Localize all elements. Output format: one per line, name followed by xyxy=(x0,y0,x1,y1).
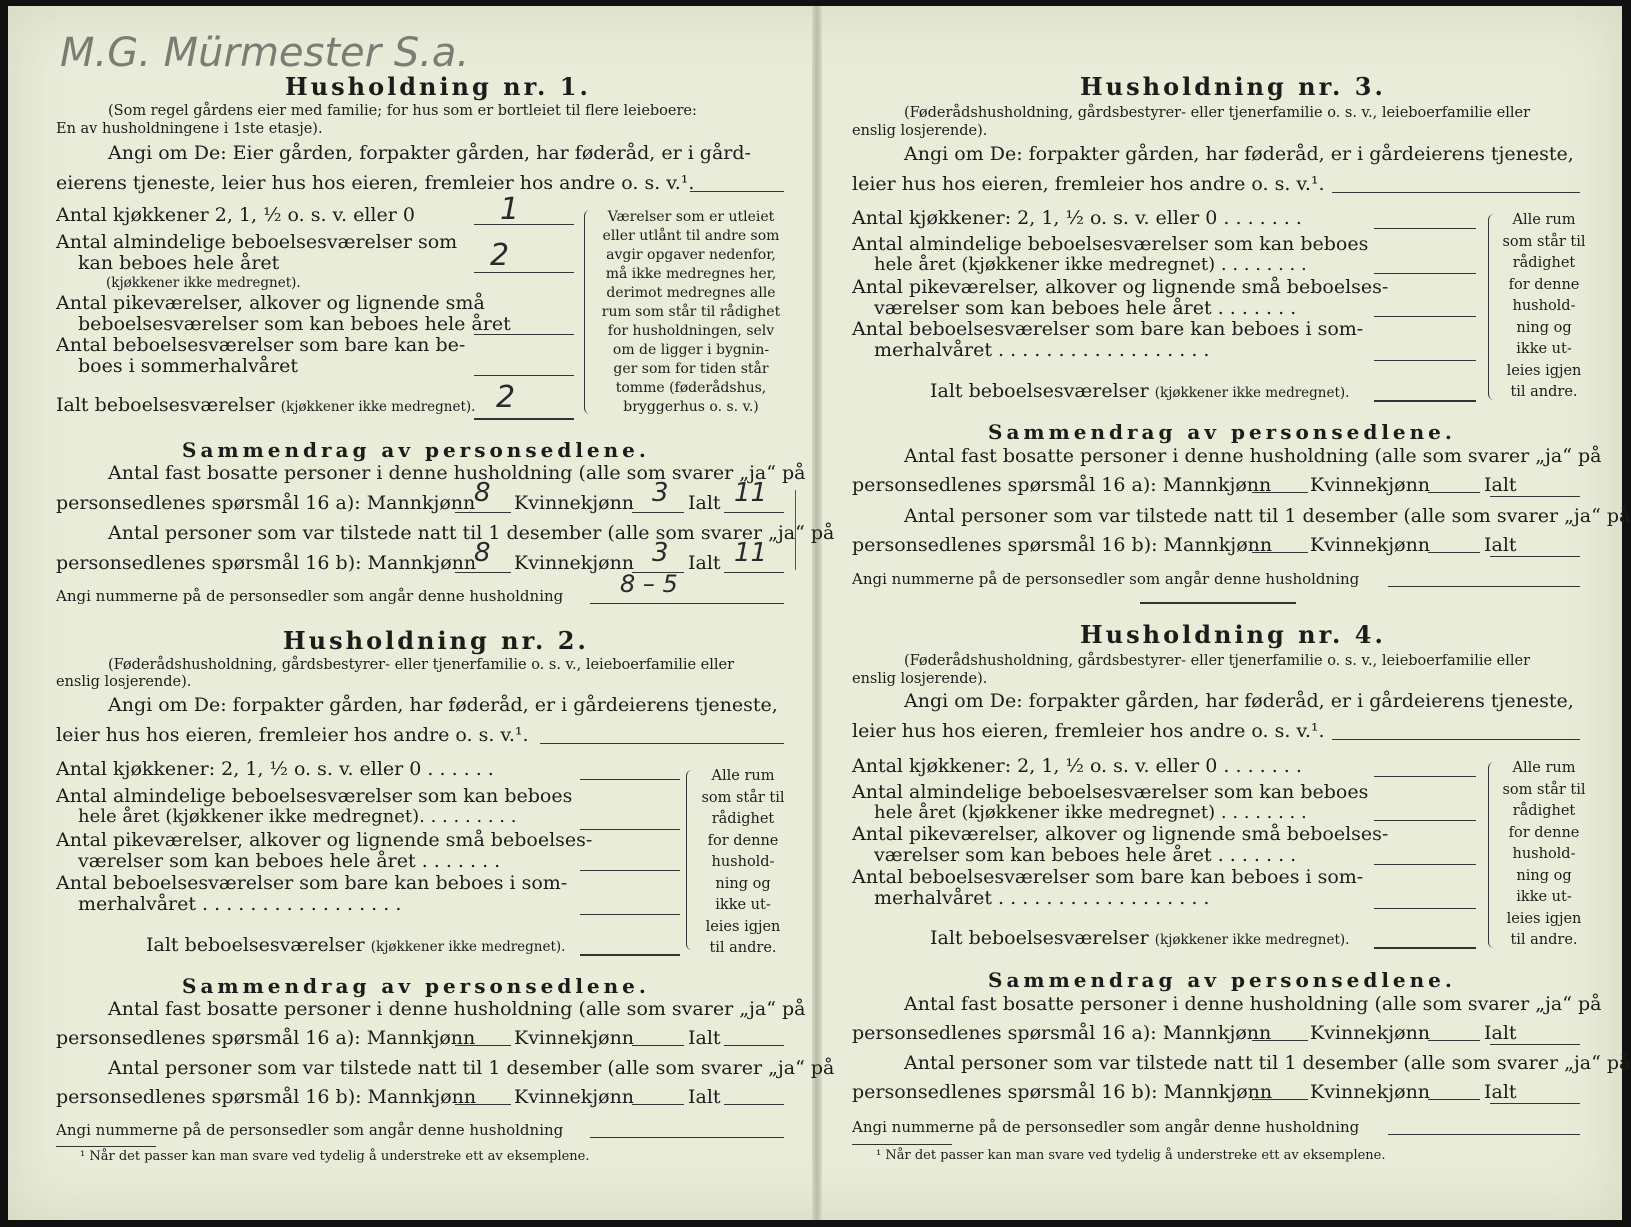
h1-title: Husholdning nr. 1. xyxy=(285,72,591,101)
h2-alm-label-2: hele året (kjøkkener ikke medregnet). . . . . . . . . xyxy=(78,806,517,827)
h2-b-ialt-label: Ialt xyxy=(688,1086,721,1108)
h3-s2-label: personsedlenes spørsmål 16 a): Mannkjønn xyxy=(852,474,1272,496)
h4-alm-label-1: Antal almindelige beboelsesværelser som kan beboes xyxy=(852,781,1369,803)
h1-angi-field[interactable] xyxy=(690,191,784,192)
h2-ialt-small: (kjøkkener ikke medregnet). xyxy=(370,939,566,955)
h1-ialt-value: 2 xyxy=(496,380,516,415)
h4-kjokken-field[interactable] xyxy=(1374,776,1476,777)
h3-b-ialt-field[interactable] xyxy=(1490,556,1580,557)
h3-brace-line: ning og xyxy=(1516,319,1572,336)
h1-a-mann: 8 xyxy=(474,478,491,508)
h1-a-ialt-field[interactable] xyxy=(724,512,784,513)
h4-b-ialt-field[interactable] xyxy=(1490,1103,1580,1104)
h1-ialt-field[interactable] xyxy=(474,418,574,420)
h1-b-ialt-label: Ialt xyxy=(688,552,721,574)
h4-b-mann-field[interactable] xyxy=(1252,1099,1308,1100)
h1-pike-field[interactable] xyxy=(474,334,574,335)
pencil-note: M.G. Mürmester S.a. xyxy=(60,30,470,76)
h3-ialt-text: Ialt beboelsesværelser xyxy=(930,380,1149,402)
h4-a-mann-field[interactable] xyxy=(1252,1040,1308,1041)
h3-b-kvinne-label: Kvinnekjønn xyxy=(1310,534,1431,556)
h2-ialt-text: Ialt beboelsesværelser xyxy=(146,934,365,956)
h3-a-kvinne-field[interactable] xyxy=(1428,492,1480,493)
h1-bare-label-1: Antal beboelsesværelser som bare kan be- xyxy=(56,334,466,356)
h2-nummer-label: Angi nummerne på de personsedler som angår denne husholdning xyxy=(56,1121,564,1139)
h2-brace xyxy=(686,770,695,950)
h3-brace-line: til andre. xyxy=(1510,384,1578,400)
h3-alm-label-2: hele året (kjøkkener ikke medregnet) . . . . . . . . xyxy=(874,254,1307,275)
h3-brace-line: Alle rum xyxy=(1512,212,1576,228)
h3-summary-title: Sammendrag av personsedlene. xyxy=(988,420,1456,444)
h2-footnote-rule xyxy=(56,1146,156,1147)
h2-nummer-field[interactable] xyxy=(590,1137,784,1138)
h2-a-ialt-field[interactable] xyxy=(724,1045,784,1046)
h1-a-ialt-label: Ialt xyxy=(688,492,721,514)
h4-bare-label-2: merhalvåret . . . . . . . . . . . . . . . . . . xyxy=(874,887,1210,909)
h3-brace-line: ikke ut- xyxy=(1516,341,1572,357)
h1-kjokken-field[interactable] xyxy=(474,224,574,225)
h1-s1: Antal fast bosatte personer i denne husholdning (alle som svarer „ja“ på xyxy=(108,462,806,484)
h1-brace-line: avgir opgaver nedenfor, xyxy=(606,247,776,263)
h2-s4-label: personsedlenes spørsmål 16 b): Mannkjønn xyxy=(56,1086,477,1108)
h2-brace-line: ikke ut- xyxy=(715,897,771,913)
h2-a-ialt-label: Ialt xyxy=(688,1027,721,1049)
h2-alm-field[interactable] xyxy=(580,829,680,830)
h2-brace-line: leies igjen xyxy=(705,918,781,935)
h3-s1: Antal fast bosatte personer i denne husholdning (alle som svarer „ja“ på xyxy=(904,445,1602,467)
h1-b-ialt: 11 xyxy=(734,538,768,568)
h4-a-kvinne-field[interactable] xyxy=(1428,1040,1480,1041)
h2-title: Husholdning nr. 2. xyxy=(283,626,589,655)
h3-angi-1: Angi om De: forpakter gården, har føderåd, er i gårdeierens tjeneste, xyxy=(904,143,1574,165)
h2-b-ialt-field[interactable] xyxy=(724,1104,784,1105)
h2-s3: Antal personer som var tilstede natt til 1 desember (alle som svarer „ja“ på xyxy=(108,1057,835,1079)
h4-s2-label: personsedlenes spørsmål 16 a): Mannkjønn xyxy=(852,1022,1272,1044)
h4-brace-line: til andre. xyxy=(1510,932,1578,948)
h4-a-ialt-field[interactable] xyxy=(1490,1044,1580,1045)
h4-footnote-rule xyxy=(852,1144,952,1145)
h4-brace-line: leies igjen xyxy=(1506,910,1582,927)
h4-brace-line: Alle rum xyxy=(1512,760,1576,776)
h1-s2-label: personsedlenes spørsmål 16 a): Mannkjønn xyxy=(56,492,476,514)
h3-pike-field[interactable] xyxy=(1374,316,1476,317)
h4-a-kvinne-label: Kvinnekjønn xyxy=(1310,1022,1431,1044)
h3-angi-field[interactable] xyxy=(1332,192,1580,193)
h2-bare-label-2: merhalvåret . . . . . . . . . . . . . . . . . xyxy=(78,893,402,915)
h4-s3: Antal personer som var tilstede natt til 1 desember (alle som svarer „ja“ på xyxy=(904,1052,1631,1074)
h3-a-ialt-field[interactable] xyxy=(1490,496,1580,497)
h1-nummer-value: 8 – 5 xyxy=(620,570,678,598)
h4-pike-label-2: værelser som kan beboes hele året . . . . . . . xyxy=(874,844,1297,866)
h3-s3: Antal personer som var tilstede natt til 1 desember (alle som svarer „ja“ på xyxy=(904,505,1631,527)
h1-brace-line: om de ligger i bygnin- xyxy=(612,342,770,358)
h3-brace-note xyxy=(1500,210,1588,404)
h1-alm-label-1: Antal almindelige beboelsesværelser som xyxy=(56,231,458,253)
h3-b-kvinne-field[interactable] xyxy=(1428,552,1480,553)
h1-pike-label-2: beboelsesværelser som kan beboes hele året xyxy=(78,313,511,335)
h2-b-kvinne-field[interactable] xyxy=(632,1104,684,1105)
h4-bare-label-1: Antal beboelsesværelser som bare kan beboes i som- xyxy=(852,866,1364,888)
h4-ialt-text: Ialt beboelsesværelser xyxy=(930,927,1149,949)
h2-s1: Antal fast bosatte personer i denne husholdning (alle som svarer „ja“ på xyxy=(108,998,806,1020)
h4-alm-field[interactable] xyxy=(1374,820,1476,821)
h1-s3: Antal personer som var tilstede natt til 1 desember (alle som svarer „ja“ på xyxy=(108,522,835,544)
h4-footnote: ¹ Når det passer kan man svare ved tydelig å understreke ett av eksemplene. xyxy=(876,1148,1386,1163)
h3-bare-label-2: merhalvåret . . . . . . . . . . . . . . . . . . xyxy=(874,339,1210,361)
h1-note-1: (Som regel gårdens eier med familie; for hus som er bortleiet til flere leieboere: xyxy=(108,103,697,119)
h4-ialt-field[interactable] xyxy=(1374,947,1476,949)
h1-brace-line: eller utlånt til andre som xyxy=(602,228,780,244)
h2-pike-label-1: Antal pikeværelser, alkover og lignende små beboelses- xyxy=(56,829,593,851)
h2-kjokken-field[interactable] xyxy=(580,779,680,780)
h2-brace-line: rådighet xyxy=(711,811,775,827)
h4-summary-title: Sammendrag av personsedlene. xyxy=(988,968,1456,992)
h3-alm-label-1: Antal almindelige beboelsesværelser som kan beboes xyxy=(852,233,1369,255)
h4-brace-line: ning og xyxy=(1516,867,1572,884)
h4-ialt-small: (kjøkkener ikke medregnet). xyxy=(1154,932,1350,948)
h2-angi-2: leier hus hos eieren, fremleier hos andre o. s. v.¹. xyxy=(56,724,529,746)
h4-note-1: (Føderådshusholdning, gårdsbestyrer- eller tjenerfamilie o. s. v., leieboerfamilie eller xyxy=(904,653,1531,669)
h1-bare-label-2: boes i sommerhalvåret xyxy=(78,355,298,377)
h3-note-1: (Føderådshusholdning, gårdsbestyrer- eller tjenerfamilie o. s. v., leieboerfamilie eller xyxy=(904,105,1531,121)
h2-angi-1: Angi om De: forpakter gården, har føderåd, er i gårdeierens tjeneste, xyxy=(108,694,778,716)
h4-angi-2: leier hus hos eieren, fremleier hos andre o. s. v.¹. xyxy=(852,720,1325,742)
h2-angi-field[interactable] xyxy=(540,743,784,744)
h1-angi-2: eierens tjeneste, leier hus hos eieren, fremleier hos andre o. s. v.¹. xyxy=(56,172,695,194)
h4-kjokken-label: Antal kjøkkener: 2, 1, ½ o. s. v. eller 0 . . . . . . . xyxy=(852,755,1302,777)
h3-bare-label-1: Antal beboelsesværelser som bare kan beboes i som- xyxy=(852,318,1364,340)
h1-ialt-small: (kjøkkener ikke medregnet). xyxy=(280,399,476,415)
h4-angi-1: Angi om De: forpakter gården, har føderåd, er i gårdeierens tjeneste, xyxy=(904,690,1574,712)
h3-brace-line: hushold- xyxy=(1512,298,1576,314)
h1-brace-line: ger som for tiden står xyxy=(613,361,769,377)
h1-s4-label: personsedlenes spørsmål 16 b): Mannkjønn xyxy=(56,552,477,574)
h2-a-kvinne-label: Kvinnekjønn xyxy=(514,1027,635,1049)
h1-a-mann-field[interactable] xyxy=(455,512,511,513)
h4-b-kvinne-label: Kvinnekjønn xyxy=(1310,1081,1431,1103)
h4-title: Husholdning nr. 4. xyxy=(1080,620,1386,649)
h1-alm-value: 2 xyxy=(490,238,510,273)
h3-a-ialt-label: Ialt xyxy=(1484,474,1517,496)
h4-note-2: enslig losjerende). xyxy=(852,671,988,687)
h2-footnote: ¹ Når det passer kan man svare ved tydelig å understreke ett av eksemplene. xyxy=(80,1149,590,1164)
h4-s4-label: personsedlenes spørsmål 16 b): Mannkjønn xyxy=(852,1081,1273,1103)
h4-b-kvinne-field[interactable] xyxy=(1428,1099,1480,1100)
h2-s2-label: personsedlenes spørsmål 16 a): Mannkjønn xyxy=(56,1027,476,1049)
h2-brace-line: ning og xyxy=(715,875,771,892)
h3-a-kvinne-label: Kvinnekjønn xyxy=(1310,474,1431,496)
h4-brace-line: rådighet xyxy=(1512,803,1576,819)
h3-note-2: enslig losjerende). xyxy=(852,123,988,139)
h1-angi-1: Angi om De: Eier gården, forpakter gården, har føderåd, er i gård- xyxy=(108,142,751,164)
h2-brace-note xyxy=(700,766,786,960)
h2-brace-line: til andre. xyxy=(709,940,777,956)
h1-a-kvinne: 3 xyxy=(652,478,669,508)
h2-b-mann-field[interactable] xyxy=(455,1104,511,1105)
h3-nummer-field[interactable] xyxy=(1388,586,1580,587)
h1-alm-field[interactable] xyxy=(474,272,574,273)
h2-note-1: (Føderådshusholdning, gårdsbestyrer- eller tjenerfamilie o. s. v., leieboerfamilie eller xyxy=(108,657,735,673)
h3-title: Husholdning nr. 3. xyxy=(1080,72,1386,101)
h1-brace-line: for husholdningen, selv xyxy=(607,323,775,339)
h1-nummer-field[interactable] xyxy=(590,603,784,604)
h4-pike-label-1: Antal pikeværelser, alkover og lignende små beboelses- xyxy=(852,823,1389,845)
h2-summary-title: Sammendrag av personsedlene. xyxy=(182,974,650,998)
h4-brace-line: som står til xyxy=(1502,781,1586,798)
h3-ialt-label xyxy=(930,380,1349,402)
h4-brace-line: ikke ut- xyxy=(1516,889,1572,905)
h1-brace-note xyxy=(598,208,784,417)
h1-note-2: En av husholdningene i 1ste etasje). xyxy=(56,121,323,137)
h1-brace xyxy=(584,210,593,414)
h1-a-ialt: 11 xyxy=(734,478,768,508)
h4-ialt-label xyxy=(930,927,1349,949)
h3-brace-line: som står til xyxy=(1502,233,1586,250)
h2-bare-field[interactable] xyxy=(580,914,680,915)
h4-bare-field[interactable] xyxy=(1374,908,1476,909)
h1-pike-label-1: Antal pikeværelser, alkover og lignende små xyxy=(56,292,485,314)
h1-ialt-text: Ialt beboelsesværelser xyxy=(56,394,275,416)
h2-pike-field[interactable] xyxy=(580,870,680,871)
h3-angi-2: leier hus hos eieren, fremleier hos andre o. s. v.¹. xyxy=(852,173,1325,195)
h1-brace-line: tomme (føderådshus, xyxy=(615,380,767,396)
h1-b-kvinne: 3 xyxy=(652,538,669,568)
h1-brace-line: Værelser som er utleiet xyxy=(607,209,775,225)
h4-brace-line: for denne xyxy=(1508,824,1580,841)
h1-b-mann: 8 xyxy=(474,538,491,568)
h2-brace-line: som står til xyxy=(701,789,785,806)
h1-a-kvinne-label: Kvinnekjønn xyxy=(514,492,635,514)
h3-brace-line: leies igjen xyxy=(1506,362,1582,379)
h4-alm-label-2: hele året (kjøkkener ikke medregnet) . . . . . . . . xyxy=(874,802,1307,823)
h1-bare-field[interactable] xyxy=(474,375,574,376)
h4-brace-note xyxy=(1500,758,1588,952)
h2-ialt-label xyxy=(146,934,565,956)
h3-ialt-small: (kjøkkener ikke medregnet). xyxy=(1154,385,1350,401)
h2-brace-line: Alle rum xyxy=(711,768,775,784)
h1-nummer-label: Angi nummerne på de personsedler som angår denne husholdning xyxy=(56,587,564,605)
h1-brace-line: rum som står til rådighet xyxy=(601,304,781,320)
h3-s4-label: personsedlenes spørsmål 16 b): Mannkjønn xyxy=(852,534,1273,556)
h2-b-kvinne-label: Kvinnekjønn xyxy=(514,1086,635,1108)
h2-a-kvinne-field[interactable] xyxy=(632,1045,684,1046)
h1-brace-line: bryggerhus o. s. v.) xyxy=(623,399,759,415)
h1-b-kvinne-label: Kvinnekjønn xyxy=(514,552,635,574)
h4-brace xyxy=(1488,762,1497,948)
h2-alm-label-1: Antal almindelige beboelsesværelser som kan beboes xyxy=(56,785,573,807)
h1-b-mann-field[interactable] xyxy=(455,572,511,573)
h3-b-mann-field[interactable] xyxy=(1252,552,1308,553)
h4-nummer-field[interactable] xyxy=(1388,1134,1580,1135)
h3-ialt-field[interactable] xyxy=(1374,400,1476,402)
h1-summary-title: Sammendrag av personsedlene. xyxy=(182,438,650,462)
h1-brace-line: derimot medregnes alle xyxy=(606,285,776,301)
h4-b-ialt-label: Ialt xyxy=(1484,1081,1517,1103)
h3-brace-line: rådighet xyxy=(1512,255,1576,271)
h1-kjokken-value: 1 xyxy=(500,192,520,227)
h4-nummer-label: Angi nummerne på de personsedler som angår denne husholdning xyxy=(852,1118,1360,1136)
h1-ialt-label xyxy=(56,394,475,416)
h1-a-kvinne-field[interactable] xyxy=(632,512,684,513)
h3-alm-field[interactable] xyxy=(1374,273,1476,274)
h2-brace-line: for denne xyxy=(707,832,779,849)
h3-a-mann-field[interactable] xyxy=(1252,492,1308,493)
h3-divider xyxy=(1140,602,1296,604)
h3-pike-label-2: værelser som kan beboes hele året . . . . . . . xyxy=(874,297,1297,319)
h4-brace-line: hushold- xyxy=(1512,846,1576,862)
h2-kjokken-label: Antal kjøkkener: 2, 1, ½ o. s. v. eller 0 . . . . . . xyxy=(56,758,494,780)
page-fold xyxy=(812,6,822,1220)
h3-kjokken-label: Antal kjøkkener: 2, 1, ½ o. s. v. eller 0 . . . . . . . xyxy=(852,207,1302,229)
h3-b-ialt-label: Ialt xyxy=(1484,534,1517,556)
h2-note-2: enslig losjerende). xyxy=(56,674,192,690)
h4-angi-field[interactable] xyxy=(1332,739,1580,740)
h4-s1: Antal fast bosatte personer i denne husholdning (alle som svarer „ja“ på xyxy=(904,993,1602,1015)
h1-alm-label-2: kan beboes hele året xyxy=(78,252,280,274)
h4-a-ialt-label: Ialt xyxy=(1484,1022,1517,1044)
h2-ialt-field[interactable] xyxy=(580,954,680,956)
h3-kjokken-field[interactable] xyxy=(1374,228,1476,229)
h2-a-mann-field[interactable] xyxy=(455,1045,511,1046)
h1-alm-label-3: (kjøkkener ikke medregnet). xyxy=(106,275,301,291)
h3-brace-line: for denne xyxy=(1508,276,1580,293)
h3-bare-field[interactable] xyxy=(1374,360,1476,361)
h1-kjokken-label: Antal kjøkkener 2, 1, ½ o. s. v. eller 0 xyxy=(56,204,415,226)
h2-bare-label-1: Antal beboelsesværelser som bare kan beboes i som- xyxy=(56,872,568,894)
h2-brace-line: hushold- xyxy=(711,854,775,870)
h2-pike-label-2: værelser som kan beboes hele året . . . . . . . xyxy=(78,850,501,872)
h1-b-ialt-field[interactable] xyxy=(724,572,784,573)
h3-nummer-label: Angi nummerne på de personsedler som angår denne husholdning xyxy=(852,570,1360,588)
h3-brace xyxy=(1488,214,1497,400)
h3-pike-label-1: Antal pikeværelser, alkover og lignende små beboelses- xyxy=(852,276,1389,298)
h4-pike-field[interactable] xyxy=(1374,864,1476,865)
h1-brace-line: må ikke medregnes her, xyxy=(605,266,777,282)
h1-margin-mark xyxy=(795,490,796,570)
